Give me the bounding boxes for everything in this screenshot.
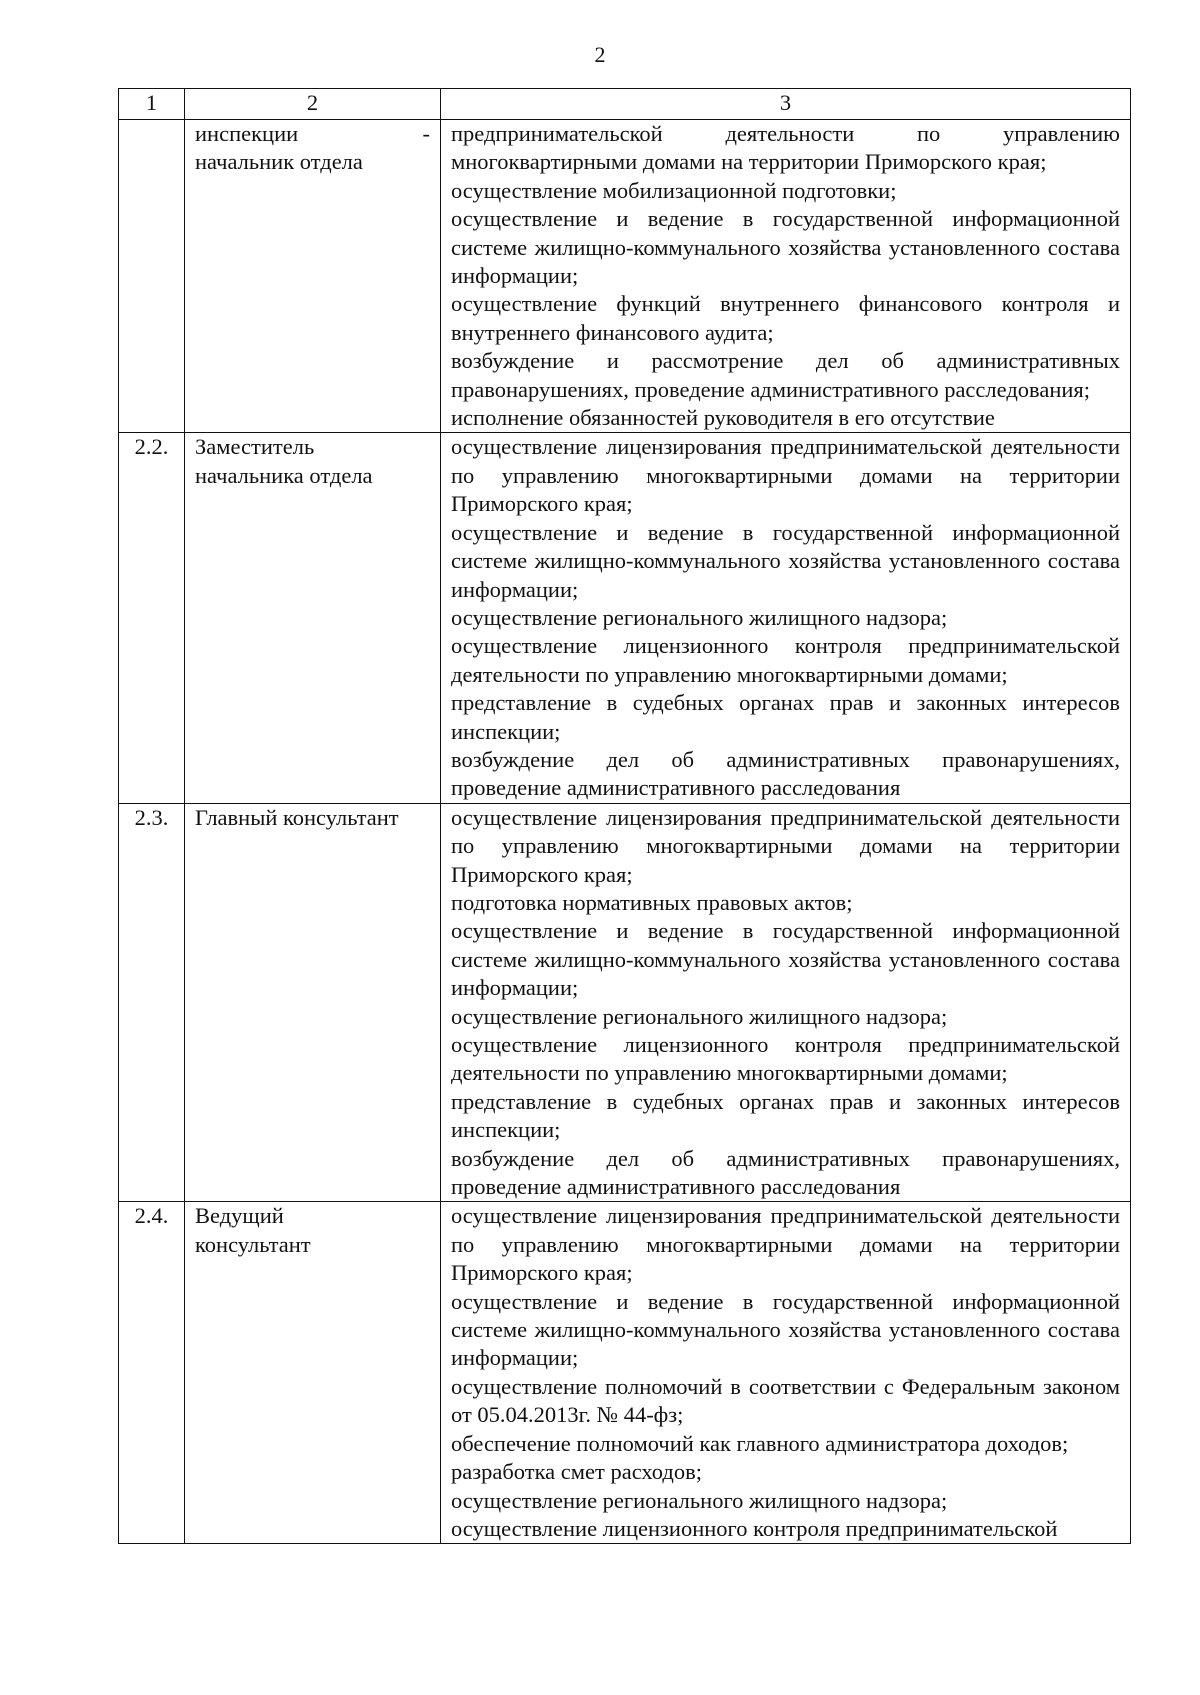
duties-table [118,88,1131,1544]
duty-item: исполнение обязанностей руководителя в его отсутствие [451,405,995,431]
duty-item: осуществление лицензирования предпринимательской деятельности по управлению многоквартирными домами на территории Приморского края; [451,804,1120,887]
column-header-position: 2 [185,89,441,120]
duty-item: предпринимательской деятельности по управлению многоквартирными домами на территории Приморского края; [451,121,1120,175]
position-cell [185,120,441,433]
duty-item: осуществление регионального жилищного надзора; [451,1003,948,1029]
duty-item: осуществление и ведение в государственной информационной системе жилищно-коммунального хозяйства установленного состава информации; [451,918,1120,1001]
column-header-number: 1 [119,89,185,120]
duty-item: осуществление мобилизационной подготовки; [451,177,897,203]
row-number: 2.4. [119,1202,185,1544]
position-line: начальник отдела [195,149,363,175]
duty-item: осуществление и ведение в государственной информационной системе жилищно-коммунального хозяйства установленного состава информации; [451,1288,1120,1371]
duty-item: осуществление и ведение в государственной информационной системе жилищно-коммунального хозяйства установленного состава информации; [451,206,1120,289]
table-row [119,120,1131,433]
position-text: инспекции [195,121,299,146]
table-header-row [119,89,1131,120]
duty-item: разработка смет расходов; [451,1459,702,1485]
duty-item: возбуждение и рассмотрение дел об административных правонарушениях, проведение административного расследования; [451,348,1120,402]
duties-cell [441,433,1131,803]
row-number [119,120,185,433]
position-cell [185,803,441,1202]
row-number: 2.3. [119,803,185,1202]
position-dash: - [422,121,430,146]
duties-cell [441,120,1131,433]
position-line: Главный консультант [195,804,399,830]
duty-item: осуществление функций внутреннего финансового контроля и внутреннего финансового аудита; [451,291,1120,345]
duty-item: осуществление полномочий в соответствии с Федеральным законом от 05.04.2013г. № 44-фз; [451,1373,1120,1428]
duty-item: осуществление лицензионного контроля предпринимательской деятельности по управлению многоквартирными домами; [451,633,1120,687]
duty-item: представление в судебных органах прав и законных интересов инспекции; [451,1088,1120,1143]
duty-item: возбуждение дел об административных правонарушениях, проведение административного расследования [451,746,1120,801]
position-line: консультант [195,1231,311,1257]
table-row [119,803,1131,1202]
duty-item: подготовка нормативных правовых актов; [451,889,853,915]
position-line: Заместитель [195,434,315,460]
duty-item: возбуждение дел об административных правонарушениях, проведение административного расследования [451,1145,1120,1200]
duties-cell [441,803,1131,1202]
duty-item: осуществление регионального жилищного надзора; [451,1487,948,1513]
duty-item: представление в судебных органах прав и законных интересов инспекции; [451,690,1120,744]
position-line: Ведущий [195,1203,284,1229]
duty-item: осуществление лицензионного контроля предпринимательской [451,1515,1058,1541]
position-line: начальника отдела [195,462,373,488]
duty-item: обеспечение полномочий как главного администратора доходов; [451,1430,1069,1456]
row-number: 2.2. [119,433,185,803]
table-row [119,433,1131,803]
page-number: 2 [594,42,606,67]
duty-item: осуществление регионального жилищного надзора; [451,604,948,630]
position-cell [185,1202,441,1544]
duty-item: осуществление лицензирования предпринимательской деятельности по управлению многоквартирными домами на территории Приморского края; [451,434,1120,517]
table-row [119,1202,1131,1544]
duties-cell [441,1202,1131,1544]
duty-item: осуществление лицензионного контроля предпринимательской деятельности по управлению многоквартирными домами; [451,1032,1120,1086]
position-line [195,120,430,148]
duty-item: осуществление лицензирования предпринимательской деятельности по управлению многоквартирными домами на территории Приморского края; [451,1203,1120,1286]
position-cell [185,433,441,803]
column-header-duties: 3 [441,89,1131,120]
duty-item: осуществление и ведение в государственной информационной системе жилищно-коммунального хозяйства установленного состава информации; [451,519,1120,602]
